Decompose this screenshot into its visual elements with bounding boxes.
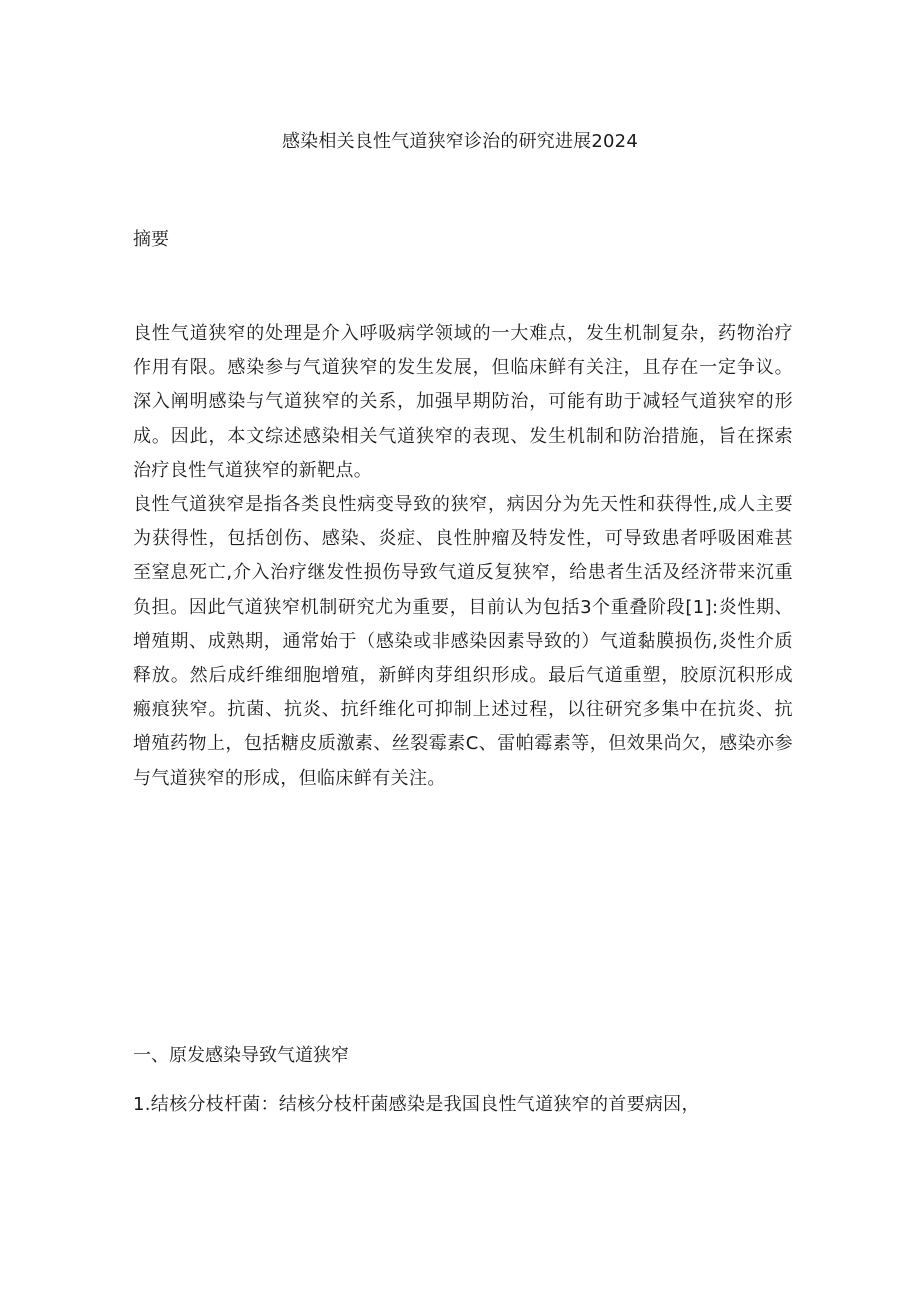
abstract-body [133,317,793,796]
section-heading: 一、原发感染导致气道狭窄 [133,1045,349,1066]
abstract-heading: 摘要 [133,229,169,250]
document-title: 感染相关良性气道狭窄诊治的研究进展2024 [281,131,638,152]
paragraph-introduction: 良性气道狭窄是指各类良性病变导致的狭窄，病因分为先天性和获得性,成人主要为获得性，包括创伤、感染、炎症、良性肿瘤及特发性，可导致患者呼吸困难甚至窒息死亡,介入治疗继发性损伤导致气道反复狭窄，给患者生活及经济带来沉重负担。因此气道狭窄机制研究尤为重要，目前认为包括3个重叠阶段[1]:炎性期、增殖期、成熟期，通常始于（感染或非感染因素导致的）气道黏膜损伤,炎性介质释放。然后成纤维细胞增殖，新鲜肉芽组织形成。最后气道重塑，胶原沉积形成瘢痕狭窄。抗菌、抗炎、抗纤维化可抑制上述过程，以往研究多集中在抗炎、抗增殖药物上，包括糖皮质激素、丝裂霉素C、雷帕霉素等，但效果尚欠，感染亦参与气道狭窄的形成，但临床鲜有关注。 [133,494,793,789]
subsection-text: 1.结核分枝杆菌：结核分枝杆菌感染是我国良性气道狭窄的首要病因， [133,1094,700,1115]
paragraph-abstract: 良性气道狭窄的处理是介入呼吸病学领域的一大难点，发生机制复杂，药物治疗作用有限。感染参与气道狭窄的发生发展，但临床鲜有关注，且存在一定争议。深入阐明感染与气道狭窄的关系，加强早期防治，可能有助于减轻气道狭窄的形成。因此，本文综述感染相关气道狭窄的表现、发生机制和防治措施，旨在探索治疗良性气道狭窄的新靶点。 [133,323,793,481]
